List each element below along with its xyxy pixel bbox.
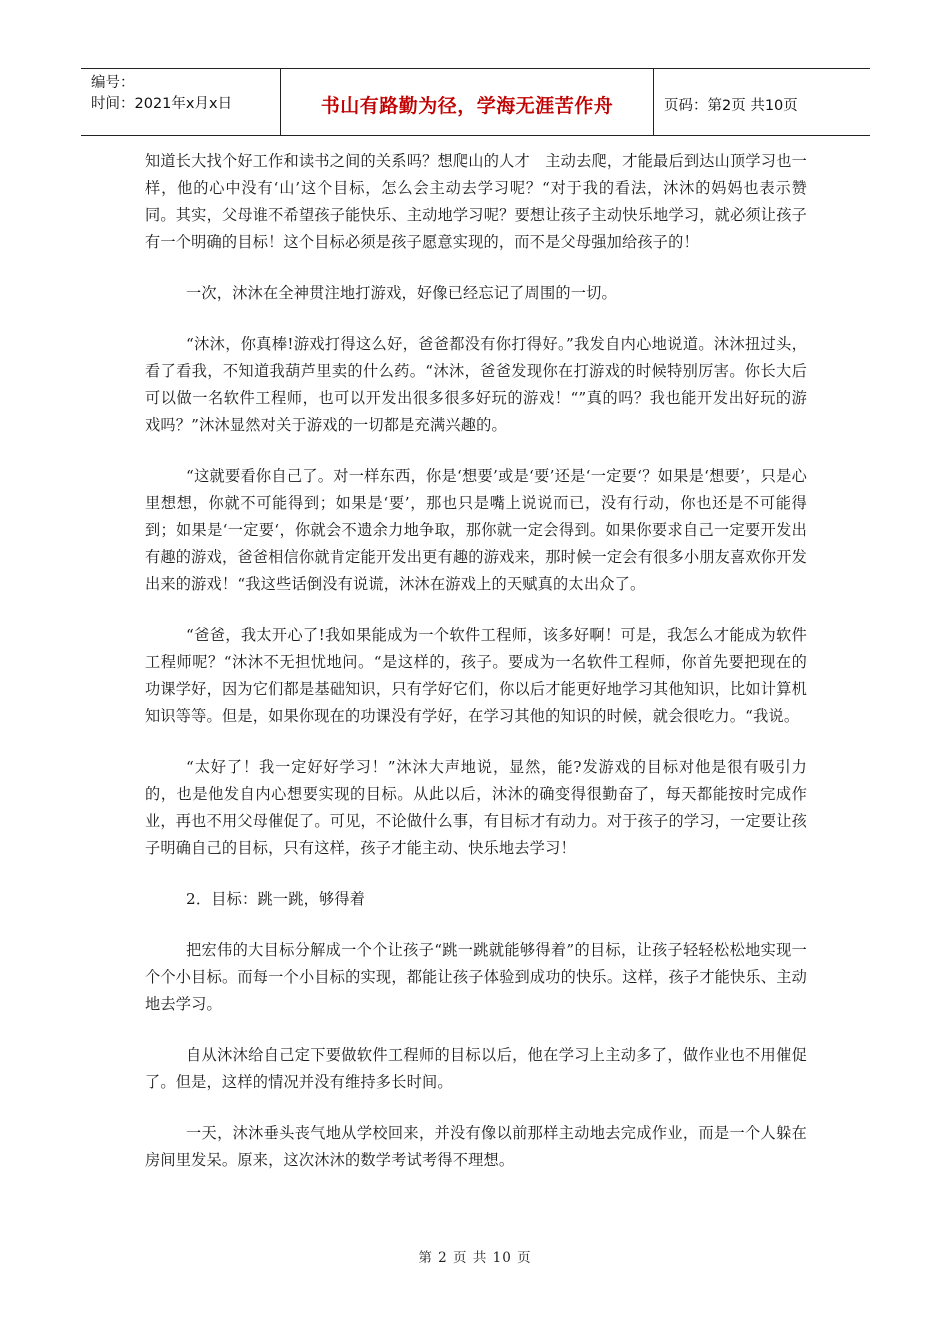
paragraph: 知道长大找个好工作和读书之间的关系吗？想爬山的人才 主动去爬，才能最后到达山顶学习也一样，他的心中没有‘山’这个目标，怎么会主动去学习呢？“对于我的看法，沐沐的妈妈也表示赞同。其实，父母谁不希望孩子能快乐、主动地学习呢？要想让孩子主动快乐地学习，就必须让孩子有一个明确的目标！这个目标必须是孩子愿意实现的，而不是父母强加给孩子的！ <box>145 152 807 251</box>
page-footer: 第 2 页 共 10 页 <box>418 1250 532 1266</box>
document-number-label: 编号： <box>91 75 135 91</box>
paragraph: 一次，沐沐在全神贯注地打游戏，好像已经忘记了周围的一切。 <box>186 284 617 302</box>
paragraph: 自从沐沐给自己定下要做软件工程师的目标以后，他在学习上主动多了，做作业也不用催促了。但是，这样的情况并没有维持多长时间。 <box>145 1046 807 1091</box>
header-motto: 书山有路勤为径，学海无涯苦作舟 <box>281 69 654 135</box>
paragraph: “沐沐，你真棒!游戏打得这么好，爸爸都没有你打得好。”我发自内心地说道。沐沐扭过头，看了看我，不知道我葫芦里卖的什么药。“沐沐，爸爸发现你在打游戏的时候特别厉害。你长大后可以做一名软件工程师，也可以开发出很多很多好玩的游戏！“”真的吗？我也能开发出好玩的游戏吗？”沐沐显然对关于游戏的一切都是充满兴趣的。 <box>145 335 807 434</box>
header-page-info: 页码：第2页 共10页 <box>664 97 798 114</box>
paragraph: 把宏伟的大目标分解成一个个让孩子“跳一跳就能够得着”的目标，让孩子轻轻松松地实现一个个小目标。而每一个小目标的实现，都能让孩子体验到成功的快乐。这样，孩子才能快乐、主动地去学习。 <box>145 941 807 1013</box>
paragraph: “这就要看你自己了。对一样东西，你是‘想要’或是‘要’还是‘一定要‘？如果是‘想要’，只是心里想想，你就不可能得到；如果是‘要’，那也只是嘴上说说而已，没有行动，你也还是不可能得到；如果是‘一定要‘，你就会不遗余力地争取，那你就一定会得到。如果你要求自己一定要开发出有趣的游戏，爸爸相信你就肯定能开发出更有趣的游戏来，那时候一定会有很多小朋友喜欢你开发出来的游戏！“我这些话倒没有说谎，沐沐在游戏上的天赋真的太出众了。 <box>145 467 807 593</box>
document-body <box>145 148 807 1198</box>
section-heading: 2．目标：跳一跳，够得着 <box>186 890 366 908</box>
paragraph: “太好了！我一定好好学习！”沐沐大声地说，显然，能?发游戏的目标对他是很有吸引力的，也是他发自内心想要实现的目标。从此以后，沐沐的确变得很勤奋了，每天都能按时完成作业，再也不用父母催促了。可见，不论做什么事，有目标才有动力。对于孩子的学习，一定要让孩子明确自己的目标，只有这样，孩子才能主动、快乐地去学习！ <box>145 758 807 857</box>
page-header <box>81 68 870 136</box>
header-meta <box>81 69 281 135</box>
paragraph: “爸爸，我太开心了!我如果能成为一个软件工程师，该多好啊！可是，我怎么才能成为软件工程师呢？“沐沐不无担忧地问。“是这样的，孩子。要成为一名软件工程师，你首先要把现在的功课学好，因为它们都是基础知识，只有学好它们，你以后才能更好地学习其他知识，比如计算机知识等等。但是，如果你现在的功课没有学好，在学习其他的知识的时候，就会很吃力。“我说。 <box>145 626 807 725</box>
paragraph: 一天，沐沐垂头丧气地从学校回来，并没有像以前那样主动地去完成作业，而是一个人躲在房间里发呆。原来，这次沐沐的数学考试考得不理想。 <box>145 1124 807 1169</box>
document-time-label: 时间：2021年x月x日 <box>91 96 233 112</box>
